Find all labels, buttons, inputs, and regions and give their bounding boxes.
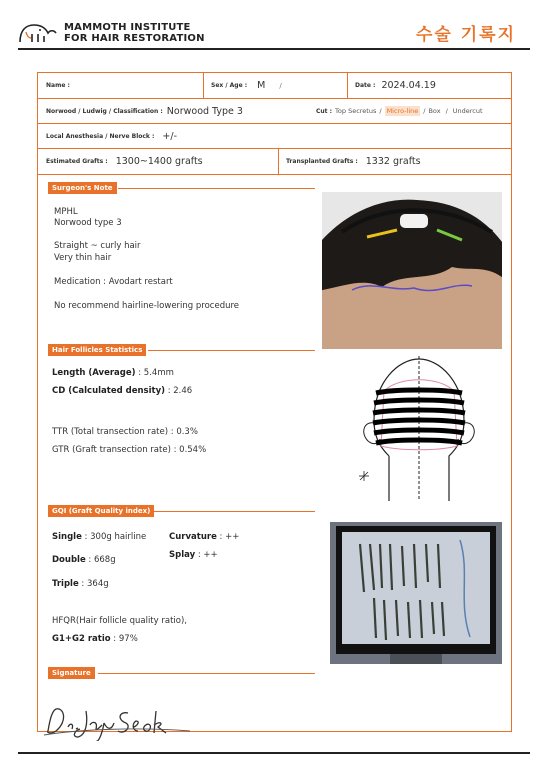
ratio-label: G1+G2 ratio	[52, 634, 111, 644]
triple-label: Triple	[52, 579, 79, 589]
mammoth-logo-icon	[18, 22, 58, 44]
note-line: Norwood type 3	[54, 218, 122, 228]
double-stat	[52, 555, 116, 565]
page-header	[18, 18, 530, 48]
cut-cell: Cut : Top Secretus / Micro-line / Box / Undercut	[316, 107, 483, 115]
sex-age-label: Sex / Age :	[211, 82, 248, 89]
classification-cell	[38, 99, 318, 123]
logo-line2: FOR HAIR RESTORATION	[64, 33, 205, 44]
cd-value: : 2.46	[165, 386, 193, 396]
double-value: : 668g	[85, 555, 116, 565]
note-line: Medication : Avodart restart	[54, 277, 173, 287]
single-value: : 300g hairline	[81, 532, 147, 542]
transplanted-value: 1332 grafts	[365, 156, 421, 167]
length-stat	[52, 368, 174, 378]
anesthesia-cell	[38, 124, 511, 148]
name-cell	[38, 73, 203, 98]
surgery-record-sheet	[37, 72, 512, 732]
sex-age-cell	[203, 73, 347, 98]
curvature-value: : ++	[216, 532, 240, 542]
note-line: MPHL	[54, 207, 78, 217]
anesthesia-label: Local Anesthesia / Nerve Block :	[46, 132, 155, 140]
header-divider	[18, 48, 530, 50]
length-value: : 5.4mm	[135, 368, 174, 378]
cut-option-top-secretus: Top Secretus	[335, 107, 377, 115]
date-label: Date :	[355, 82, 376, 89]
gqi-tag: GQI (Graft Quality index)	[48, 505, 154, 517]
ttr-value: : 0.3%	[168, 427, 198, 437]
date-value: 2024.04.19	[381, 80, 436, 91]
sex-value: M	[257, 80, 266, 91]
classification-label: Norwood / Ludwig / Classification :	[46, 107, 163, 115]
hfqr-label: HFQR(Hair follicle quality ratio),	[52, 616, 187, 626]
single-stat	[52, 532, 146, 542]
splay-label: Splay	[169, 550, 196, 560]
cut-option-undercut: Undercut	[452, 107, 483, 115]
gtr-label: GTR (Graft transection rate)	[52, 445, 171, 455]
curvature-label: Curvature	[169, 532, 217, 542]
anesthesia-value: +/-	[162, 130, 178, 142]
row-name-sex-date	[38, 73, 511, 99]
row-grafts	[38, 149, 511, 175]
gtr-value: : 0.54%	[170, 445, 207, 455]
name-label: Name :	[46, 82, 70, 89]
cd-stat	[52, 386, 192, 396]
logo-line1: MAMMOTH INSTITUTE	[64, 22, 191, 33]
estimated-value: 1300~1400 grafts	[115, 156, 203, 167]
splay-stat	[169, 550, 218, 560]
ttr-label: TTR (Total transection rate)	[52, 427, 169, 437]
cut-option-micro-line: Micro-line	[386, 107, 419, 115]
section-line	[148, 350, 315, 351]
cut-label: Cut :	[316, 107, 333, 115]
single-label: Single	[52, 532, 82, 542]
page-title: 수술 기록지	[415, 25, 516, 45]
triple-value: : 364g	[78, 579, 109, 589]
section-line	[98, 673, 315, 674]
section-line	[152, 511, 315, 512]
triple-stat	[52, 579, 109, 589]
note-line: No recommend hairline-lowering procedure	[54, 301, 240, 311]
transplanted-label: Transplanted Grafts :	[286, 158, 358, 165]
splay-value: : ++	[195, 550, 218, 560]
scalp-donor-diagram	[354, 351, 484, 506]
estimated-label: Estimated Grafts :	[46, 158, 108, 165]
curvature-stat	[169, 532, 239, 542]
row-anesthesia	[38, 124, 511, 149]
transplanted-cell	[278, 149, 511, 174]
cut-option-box: Box	[428, 107, 441, 115]
ratio-value: : 97%	[110, 634, 138, 644]
cd-label: CD (Calculated density)	[52, 386, 165, 396]
gtr-stat	[52, 445, 206, 455]
estimated-cell	[38, 149, 278, 174]
footer-divider	[18, 752, 530, 754]
ratio-stat	[52, 634, 138, 644]
classification-value: Norwood Type 3	[166, 105, 243, 117]
graft-monitor-photo	[330, 522, 502, 664]
follicle-stats-tag: Hair Follicles Statistics	[48, 344, 146, 356]
length-label: Length (Average)	[52, 368, 136, 378]
graft-photo-illustration	[330, 522, 502, 664]
handwritten-signature	[42, 701, 192, 741]
patient-head-photo	[322, 192, 502, 349]
note-line: Very thin hair	[54, 253, 112, 263]
double-label: Double	[52, 555, 86, 565]
row-classification-cut	[38, 99, 511, 124]
note-line: Straight ~ curly hair	[54, 241, 141, 251]
head-photo-illustration	[322, 192, 502, 349]
logo-text	[64, 22, 205, 44]
age-separator: /	[279, 81, 282, 90]
section-line	[118, 188, 315, 189]
ttr-stat	[52, 427, 198, 437]
surgeon-note-tag: Surgeon's Note	[48, 182, 117, 194]
date-cell	[347, 73, 511, 98]
hfqr-stat	[52, 616, 187, 626]
signature-tag: Signature	[48, 667, 95, 679]
